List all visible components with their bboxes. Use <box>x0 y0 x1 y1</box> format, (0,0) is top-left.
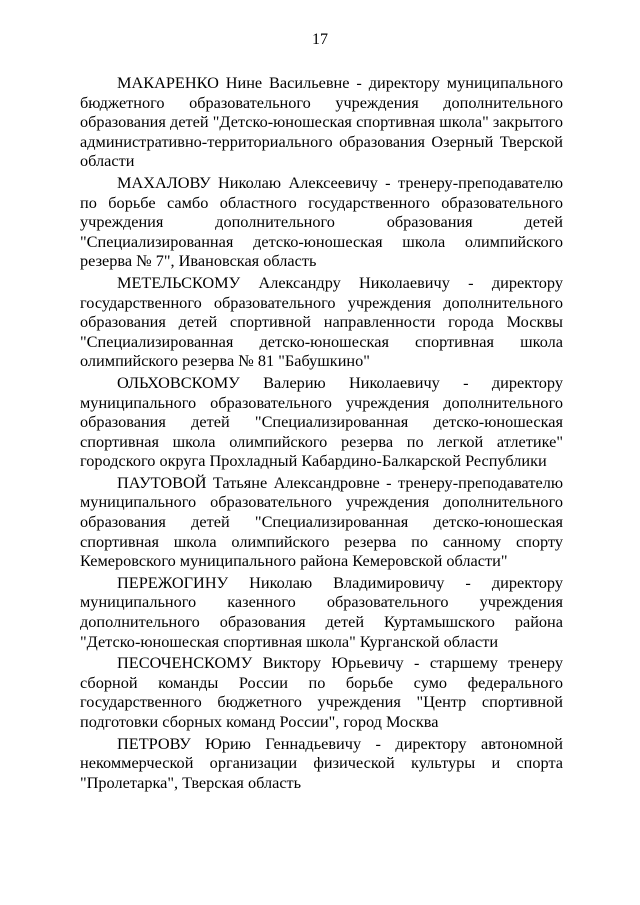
award-list <box>80 73 563 794</box>
award-entry-makarenko: МАКАРЕНКО Нине Васильевне - директору муниципального бюджетного образовательного учреждения дополнительного образования детей "Детско-юношеская спортивная школа" закрытого административно-территориального образования Озерный Тверской области <box>80 73 563 171</box>
award-entry-olkhovsky: ОЛЬХОВСКОМУ Валерию Николаевичу - директору муниципального образовательного учреждения дополнительного образования детей "Специализированная детско-юношеская спортивная школа олимпийского резерва по легкой атлетике" городского округа Прохладный Кабардино-Балкарской Республики <box>80 372 563 471</box>
award-entry-petrov: ПЕТРОВУ Юрию Геннадьевичу - директору автономной некоммерческой организации физической культуры и спорта "Пролетарка", Тверская область <box>80 733 563 792</box>
award-entry-perezhogin: ПЕРЕЖОГИНУ Николаю Владимировичу - директору муниципального казенного образовательного учреждения дополнительного образования детей Куртамышского района "Детско-юношеская спортивная школа" Курганской области <box>80 572 563 651</box>
page-number: 17 <box>312 31 328 48</box>
award-entry-pautova: ПАУТОВОЙ Татьяне Александровне - тренеру-преподавателю муниципального образовательного учреждения дополнительного образования детей "Специализированная детско-юношеская спортивная школа олимпийского резерва по санному спорту Кемеровского муниципального района Кемеровской области" <box>80 472 563 571</box>
award-entry-makhalov: МАХАЛОВУ Николаю Алексеевичу - тренеру-преподавателю по борьбе самбо областного государственного образовательного учреждения дополнительного образования детей "Специализированная детско-юношеская школа олимпийского резерва № 7", Ивановская область <box>80 172 563 271</box>
award-entry-pesochensky: ПЕСОЧЕНСКОМУ Виктору Юрьевичу - старшему тренеру сборной команды России по борьбе сумо федерального государственного бюджетного учреждения "Центр спортивной подготовки сборных команд России", город Москва <box>80 653 563 731</box>
award-entry-metelsky: МЕТЕЛЬСКОМУ Александру Николаевичу - директору государственного образовательного учреждения дополнительного образования детей спортивной направленности города Москвы "Специализированная детско-юношеская спортивная школа олимпийского резерва № 81 "Бабушкино" <box>80 272 563 371</box>
